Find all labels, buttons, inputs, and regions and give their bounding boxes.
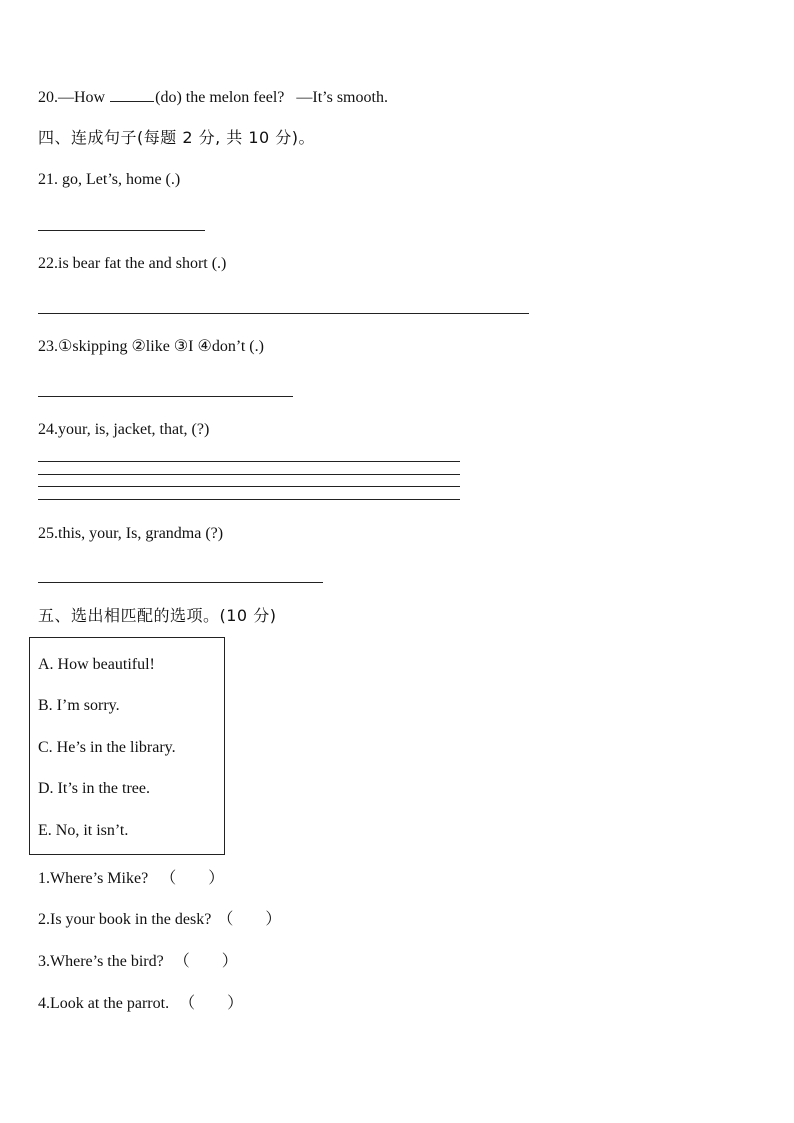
- match-question-4-text: 4.Look at the parrot.: [38, 995, 170, 1012]
- section-5-heading: 五、选出相匹配的选项。(10 分): [38, 606, 277, 625]
- answer-paren-4[interactable]: （ ）: [179, 995, 244, 1012]
- question-23: 23.①skipping ②like ③I ④don’t (.): [38, 338, 264, 355]
- question-25: 25.this, your, Is, grandma (?): [38, 525, 224, 542]
- answer-paren-3[interactable]: （ ）: [173, 953, 238, 970]
- answer-paren-2[interactable]: （ ）: [217, 911, 282, 928]
- question-20-prefix: 20.—How: [38, 89, 110, 106]
- option-c: C. He’s in the library.: [38, 739, 176, 756]
- question-21: 21. go, Let’s, home (.): [38, 171, 181, 188]
- answer-line-24-2: [38, 474, 460, 475]
- option-e: E. No, it isn’t.: [38, 822, 129, 839]
- match-question-4: [38, 994, 243, 1014]
- answer-line-24-4: [38, 499, 460, 500]
- option-b: B. I’m sorry.: [38, 697, 120, 714]
- match-question-2-text: 2.Is your book in the desk?: [38, 911, 212, 928]
- answer-line-25: [38, 582, 323, 583]
- answer-line-24-3: [38, 486, 460, 487]
- question-24: 24.your, is, jacket, that, (?): [38, 421, 210, 438]
- answer-line-23: [38, 396, 293, 397]
- match-question-1: [38, 869, 224, 889]
- answer-line-21: [38, 230, 205, 231]
- option-a: A. How beautiful!: [38, 656, 155, 673]
- answer-paren-1[interactable]: （ ）: [160, 870, 225, 887]
- match-question-2: [38, 910, 281, 930]
- question-20: [38, 87, 388, 108]
- section-4-heading: 四、连成句子(每题 2 分, 共 10 分)。: [38, 128, 316, 147]
- match-question-3: [38, 952, 238, 972]
- match-question-3-text: 3.Where’s the bird?: [38, 953, 164, 970]
- answer-line-22: [38, 313, 529, 314]
- option-d: D. It’s in the tree.: [38, 780, 150, 797]
- question-20-suffix: (do) the melon feel? —It’s smooth.: [155, 89, 388, 106]
- match-question-1-text: 1.Where’s Mike?: [38, 870, 149, 887]
- options-box: [29, 637, 225, 855]
- question-22: 22.is bear fat the and short (.): [38, 255, 227, 272]
- answer-line-24-1: [38, 461, 460, 462]
- question-20-blank: [110, 87, 154, 102]
